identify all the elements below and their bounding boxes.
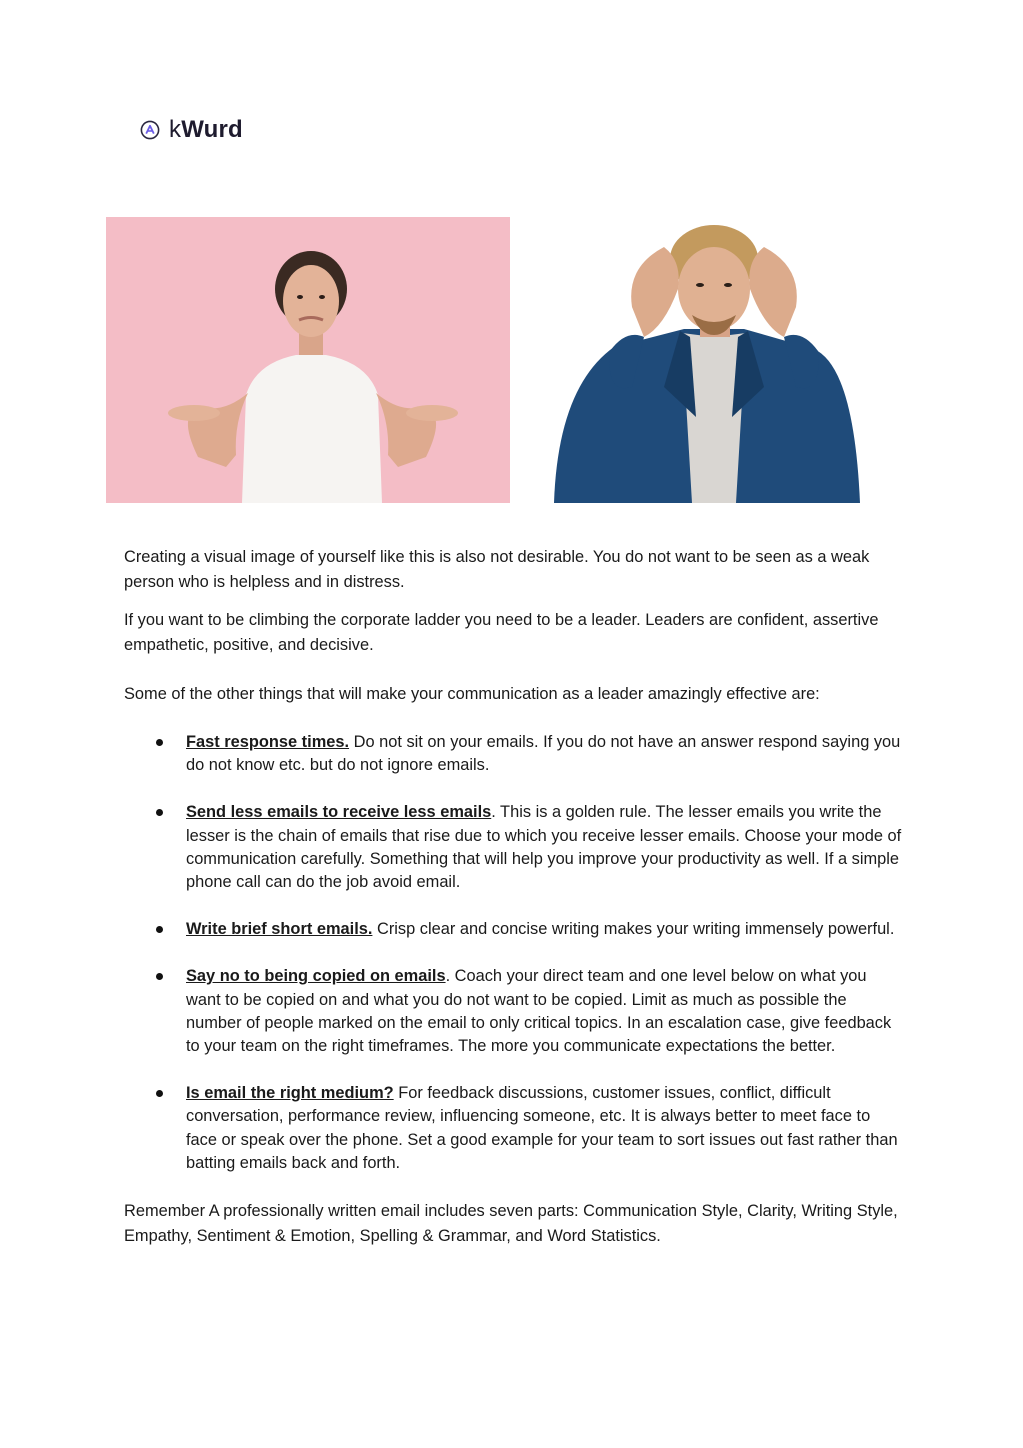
list-item: [124, 918, 904, 941]
bullet-dot-icon: [156, 973, 163, 980]
list-item-text: Crisp clear and concise writing makes your writing immensely powerful.: [372, 920, 895, 939]
brand-name: [169, 116, 243, 144]
list-item: [124, 965, 904, 1058]
paragraph-closing: Remember A professionally written email includes seven parts: Communication Style, Clarity, Writing Style, Empathy, Sentiment & Emotion, Spelling & Grammar, and Word Statistics.: [124, 1202, 898, 1246]
list-item-text: For feedback discussions, customer issues, conflict, difficult conversation, performance review, influencing someone, etc. It is always better to meet face to face or speak over the phone. Set a good example for your team to sort issues out fast rather than batting emails back and forth.: [186, 1084, 898, 1172]
kwurd-logo: [140, 116, 243, 144]
bullet-dot-icon: [156, 926, 163, 933]
bullet-dot-icon: [156, 739, 163, 746]
woman-shrugging-photo: [106, 217, 510, 503]
brand-name-bold: Wurd: [181, 116, 243, 143]
stressed-man-photo: [514, 217, 900, 503]
list-item-heading: Send less emails to receive less emails: [186, 803, 492, 822]
list-item-heading: Write brief short emails.: [186, 920, 373, 939]
article-body: [124, 545, 904, 1249]
list-item: [124, 731, 904, 777]
list-item-text: . This is a golden rule. The lesser emails you write the lesser is the chain of emails that rise due to which you receive lesser emails. Choose your mode of communication carefully. Something that will help you improve your productivity as well. If a simple phone call can do the job avoid email.: [186, 803, 902, 892]
paragraph-list-intro: Some of the other things that will make your communication as a leader amazingly effective are:: [124, 685, 820, 703]
list-item-heading: Fast response times.: [186, 733, 350, 751]
paragraph-intro: Creating a visual image of yourself like this is also not desirable. You do not want to be seen as a weak person who is helpless and in distress.: [124, 548, 870, 591]
list-item-text: . Coach your direct team and one level below on what you want to be copied on and what you do not want to be copied. Limit as much as possible the number of people marked on the email to only critical topics. In an escalation case, give feedback to your team on the right timeframes. The more you communicate expectations the better.: [186, 967, 892, 1056]
tips-list: [124, 731, 904, 1175]
bullet-dot-icon: [156, 809, 163, 816]
bullet-dot-icon: [156, 1090, 163, 1097]
list-item-heading: Is email the right medium?: [186, 1084, 394, 1103]
paragraph-leader: If you want to be climbing the corporate ladder you need to be a leader. Leaders are confident, assertive empathetic, positive, and decisive.: [124, 611, 879, 654]
list-item: [124, 1082, 904, 1175]
list-item-heading: Say no to being copied on emails: [186, 967, 446, 986]
list-item-text: Do not sit on your emails. If you do not have an answer respond saying you do not know etc. but do not ignore emails.: [186, 733, 901, 775]
brand-name-light: k: [169, 116, 182, 143]
list-item: [124, 801, 904, 894]
kwurd-logo-icon: [140, 120, 160, 140]
